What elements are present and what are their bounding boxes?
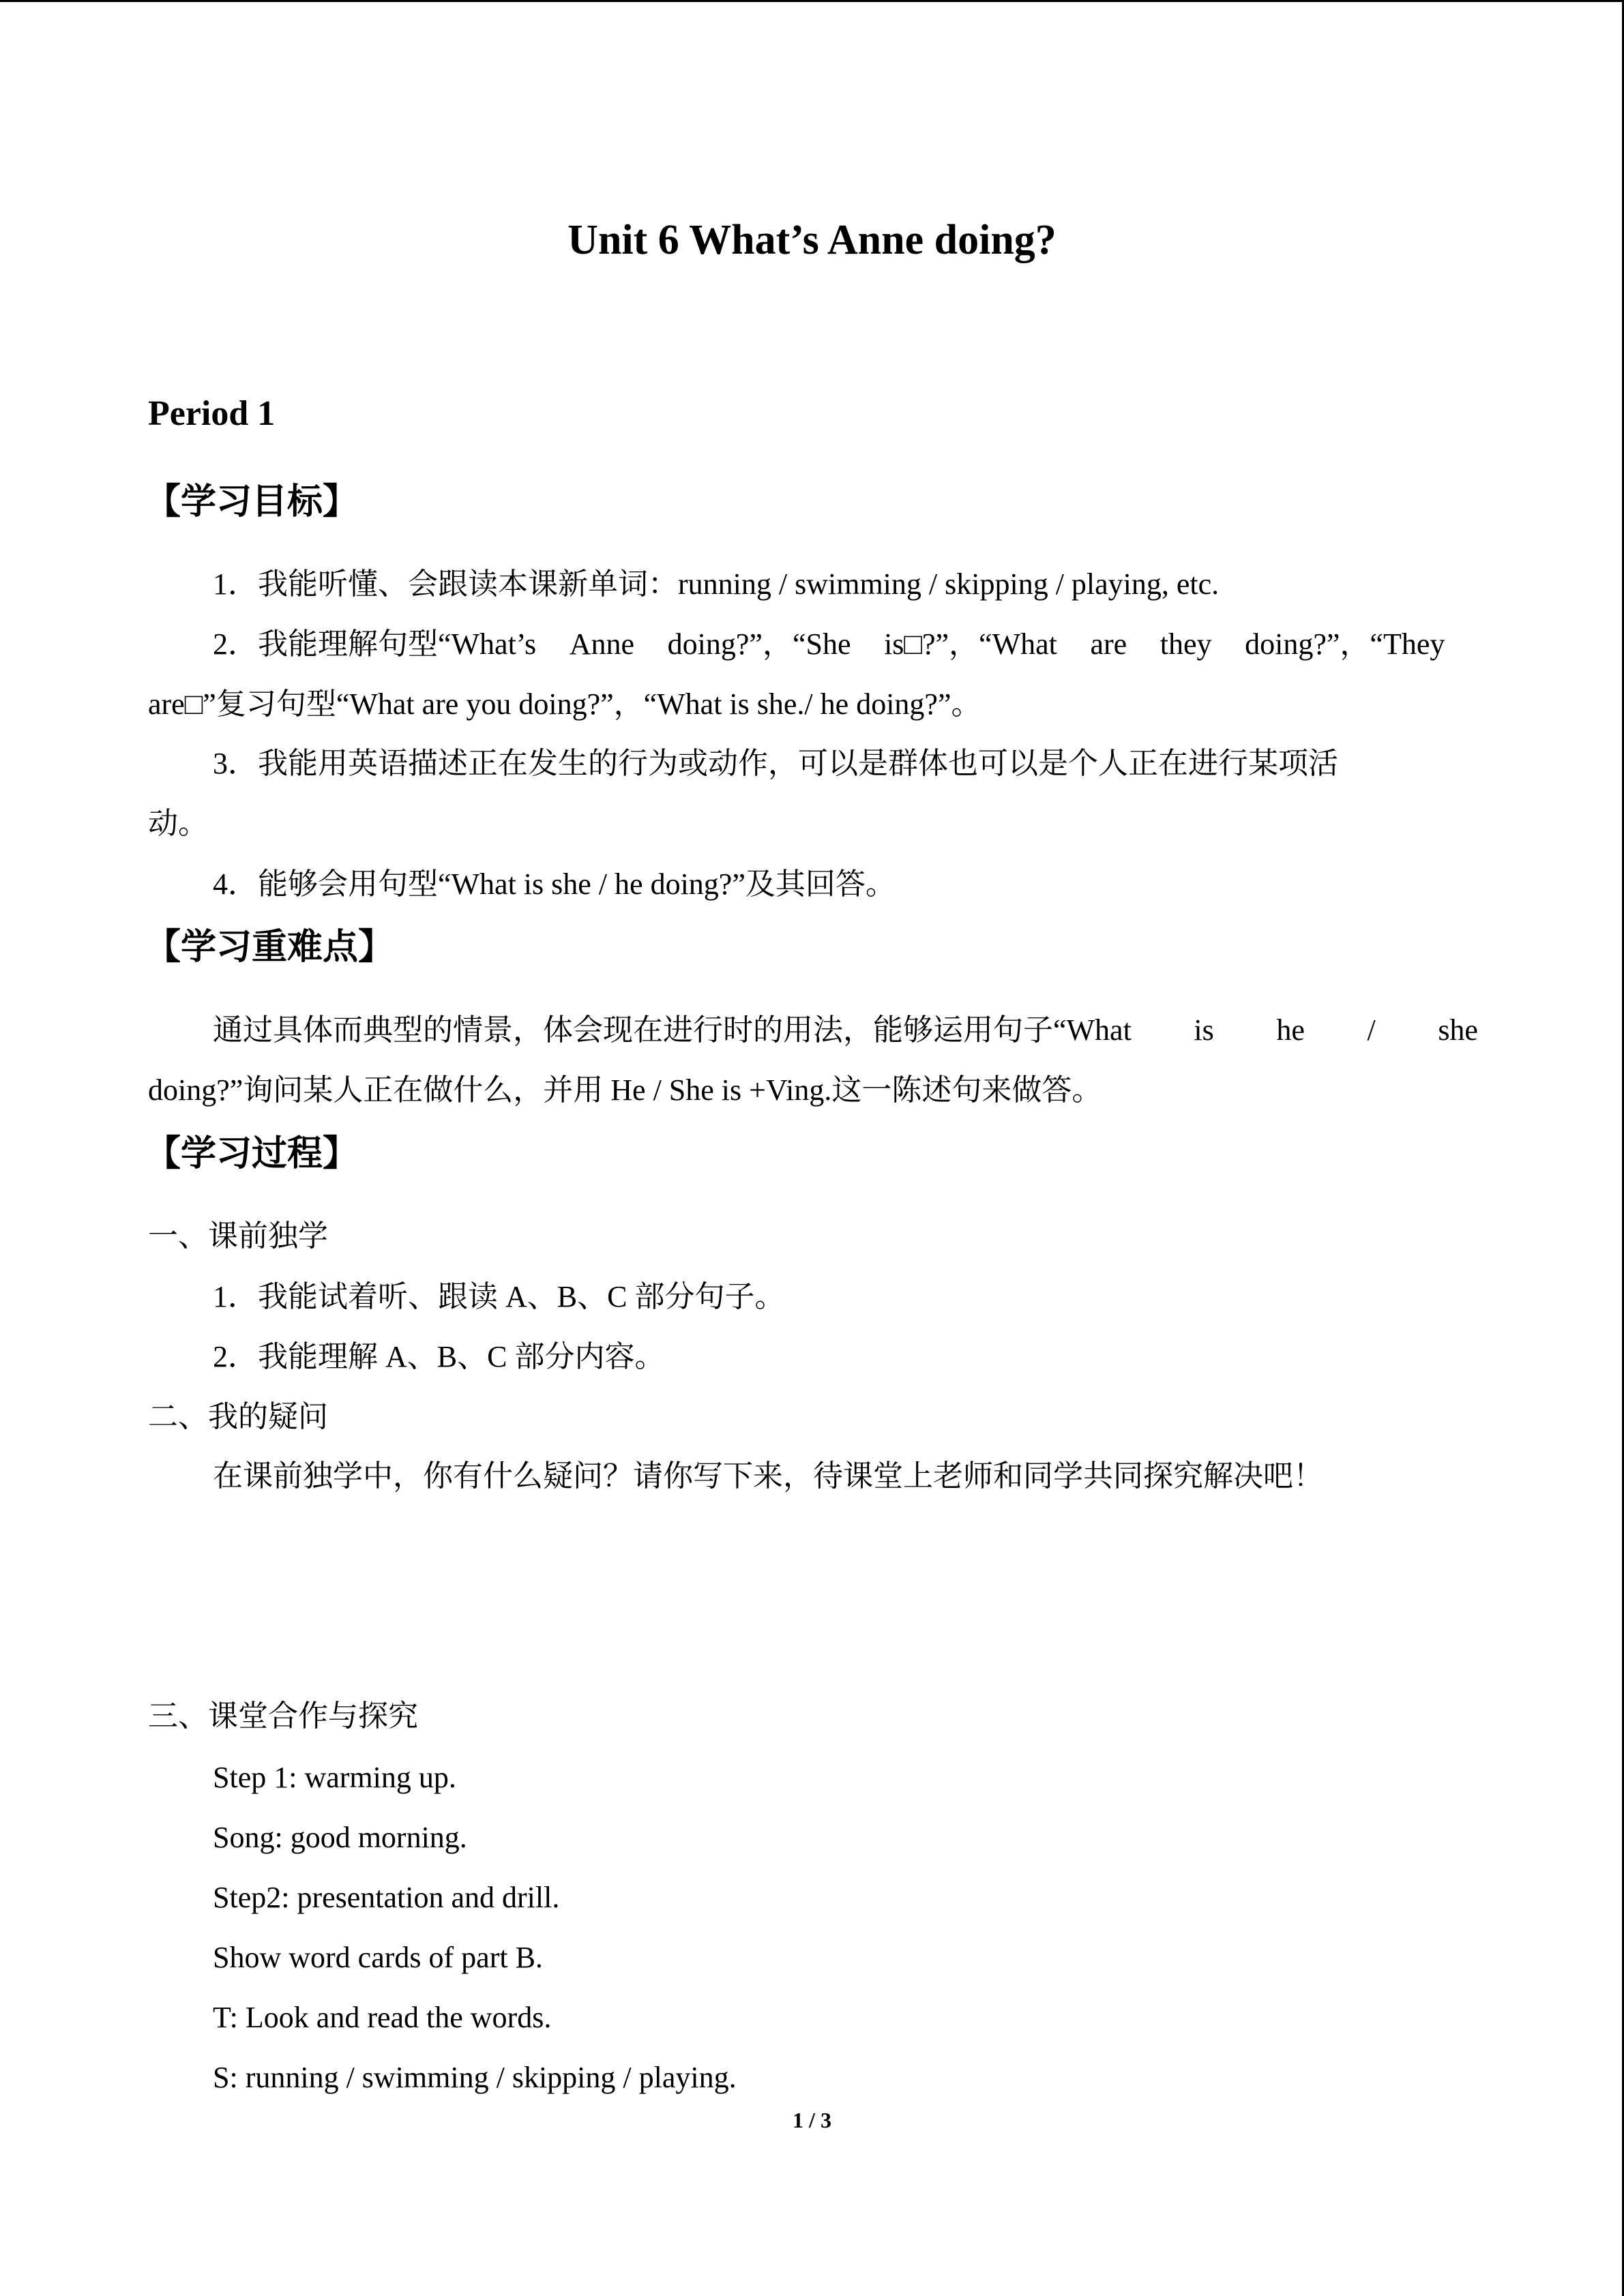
page-indicator: 1 / 3	[793, 2108, 831, 2132]
key-points-part: 通过具体而典型的情景，体会现在进行时的用法，能够运用句子“What	[213, 1013, 1132, 1047]
goal-item-2-line-1	[213, 629, 1478, 659]
goal-item-3-line-1: 3．我能用英语描述正在发生的行为或动作，可以是群体也可以是个人正在进行某项活	[213, 747, 1338, 780]
key-points-line-2: doing?”询问某人正在做什么，并用 He / She is +Ving.这一陈述句来做答。	[148, 1073, 1102, 1107]
goal-item-2-part: is□?”，“What	[884, 627, 1057, 661]
part-1-item-2: 2．我能理解 A、B、C 部分内容。	[213, 1340, 665, 1373]
goal-item-2-part: doing?”，“She	[667, 627, 851, 661]
section-heading-learning-process: 【学习过程】	[145, 1133, 359, 1174]
part-3-label: 三、课堂合作与探究	[148, 1699, 418, 1733]
period-label: Period 1	[148, 394, 276, 433]
document-title: Unit 6 What’s Anne doing?	[567, 217, 1057, 263]
key-points-part: he	[1276, 1013, 1305, 1047]
key-points-part: /	[1367, 1013, 1376, 1047]
goal-item-4: 4．能够会用句型“What is she / he doing?”及其回答。	[213, 867, 896, 901]
step-line: T: Look and read the words.	[213, 2001, 552, 2034]
goal-item-3-line-2: 动。	[148, 807, 208, 840]
step-line: Show word cards of part B.	[213, 1941, 543, 1974]
key-points-line-1	[213, 1015, 1478, 1045]
goal-item-2-part: Anne	[569, 627, 635, 661]
goal-item-2-part: they	[1160, 627, 1212, 661]
step-line: S: running / swimming / skipping / playing.	[213, 2061, 737, 2094]
key-points-part: she	[1438, 1013, 1478, 1047]
part-1-label: 一、课前独学	[148, 1219, 328, 1253]
step-line: Step2: presentation and drill.	[213, 1881, 560, 1914]
part-1-item-1: 1．我能试着听、跟读 A、B、C 部分句子。	[213, 1280, 785, 1313]
section-heading-key-points: 【学习重难点】	[145, 927, 394, 968]
part-2-text: 在课前独学中，你有什么疑问？请你写下来，待课堂上老师和同学共同探究解决吧！	[213, 1459, 1323, 1493]
key-points-part: is	[1194, 1013, 1214, 1047]
section-heading-learning-goals: 【学习目标】	[145, 481, 359, 522]
goal-item-2-part: are	[1090, 627, 1127, 661]
step-line: Song: good morning.	[213, 1821, 467, 1854]
goal-item-2-part: doing?”，“They	[1245, 627, 1445, 661]
step-line: Step 1: warming up.	[213, 1761, 456, 1794]
goal-item-1: 1．我能听懂、会跟读本课新单词：running / swimming / skipping / playing, etc.	[213, 567, 1220, 601]
goal-item-2-part: 2．我能理解句型“What’s	[213, 627, 537, 661]
part-2-label: 二、我的疑问	[148, 1400, 328, 1433]
goal-item-2-line-2: are□”复习句型“What are you doing?”，“What is she./ he doing?”。	[148, 687, 981, 721]
